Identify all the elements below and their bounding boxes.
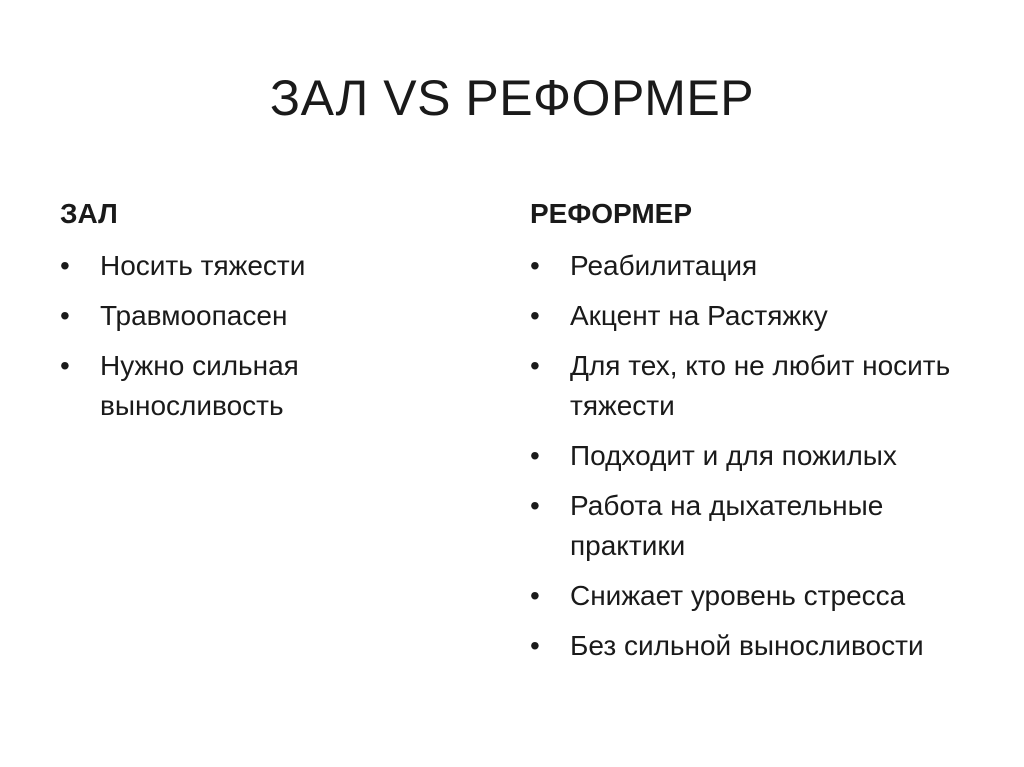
bullet-item [530, 346, 1000, 426]
bullet-dot-icon: • [60, 250, 70, 281]
bullet-text: Снижает уровень стресса [570, 580, 906, 611]
bullet-dot-icon: • [60, 300, 70, 331]
right-bullet-list [530, 246, 1000, 666]
bullet-item [60, 246, 480, 286]
bullet-text: Подходит и для пожилых [570, 440, 897, 471]
bullet-item [530, 436, 1000, 476]
bullet-dot-icon: • [530, 440, 540, 471]
bullet-text: Носить тяжести [100, 250, 306, 281]
left-column-heading: ЗАЛ [60, 198, 118, 229]
left-column [60, 194, 480, 436]
bullet-dot-icon: • [530, 300, 540, 331]
bullet-text: Реабилитация [570, 250, 758, 281]
bullet-item [60, 346, 480, 426]
left-bullet-list [60, 246, 480, 426]
bullet-dot-icon: • [530, 630, 540, 661]
slide-title: ЗАЛ VS РЕФОРМЕР [269, 70, 755, 126]
bullet-item [530, 626, 1000, 666]
bullet-dot-icon: • [530, 580, 540, 611]
bullet-dot-icon: • [60, 350, 70, 381]
bullet-text: Работа на дыхательные практики [570, 490, 884, 561]
bullet-text: Нужно сильная выносливость [100, 350, 299, 421]
right-column [530, 194, 1000, 676]
bullet-item [60, 296, 480, 336]
bullet-dot-icon: • [530, 250, 540, 281]
bullet-text: Без сильной выносливости [570, 630, 924, 661]
bullet-dot-icon: • [530, 490, 540, 521]
right-column-heading: РЕФОРМЕР [530, 198, 693, 229]
bullet-text: Травмоопасен [100, 300, 288, 331]
bullet-text: Акцент на Растяжку [570, 300, 828, 331]
bullet-item [530, 296, 1000, 336]
bullet-item [530, 246, 1000, 286]
bullet-text: Для тех, кто не любит носить тяжести [570, 350, 951, 421]
bullet-item [530, 486, 1000, 566]
bullet-dot-icon: • [530, 350, 540, 381]
bullet-item [530, 576, 1000, 616]
